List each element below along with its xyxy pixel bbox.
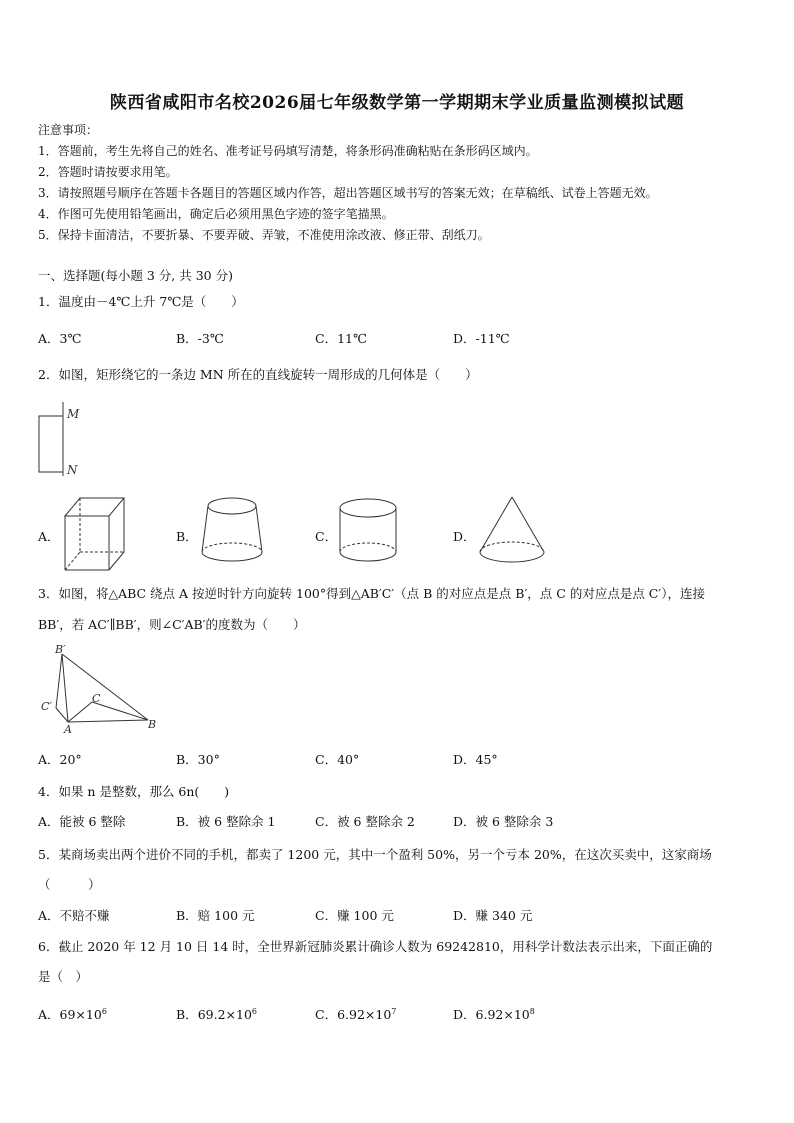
label-m: M (67, 407, 80, 421)
rectangle-mn-figure (30, 398, 90, 480)
q4-option-b[interactable]: B．被 6 整除余 1 (176, 814, 276, 829)
q2-option-a[interactable]: A． (38, 529, 60, 544)
q4-option-a[interactable]: A．能被 6 整除 (38, 814, 126, 829)
q1-option-d[interactable]: D．-11℃ (453, 331, 510, 346)
question-1-stem: 1．温度由－4℃上升 7℃是（ ） (38, 294, 244, 309)
q5-option-d[interactable]: D．赚 340 元 (453, 908, 533, 923)
notice-item: 4．作图可先使用铅笔画出，确定后必须用黑色字迹的签字笔描黑。 (38, 207, 394, 221)
option-base: 6.92×10 (337, 1007, 392, 1022)
q2-option-d[interactable]: D． (453, 529, 476, 544)
cuboid-figure (60, 494, 130, 574)
q5-option-b[interactable]: B．赔 100 元 (176, 908, 255, 923)
question-5-line-2: （ ） (38, 877, 101, 892)
label-b: B (148, 718, 157, 731)
triangle-rotation-figure (36, 640, 166, 740)
label-n: N (67, 463, 78, 477)
option-prefix: D． (453, 1007, 476, 1022)
q1-option-b[interactable]: B．-3℃ (176, 331, 224, 346)
q3-option-a[interactable]: A．20° (38, 752, 82, 767)
q6-option-b[interactable] (176, 1005, 257, 1023)
q3-option-c[interactable]: C．40° (315, 752, 360, 767)
option-exponent: 8 (529, 1006, 535, 1016)
option-base: 6.92×10 (475, 1007, 530, 1022)
option-prefix: A． (38, 1007, 60, 1022)
page-title: 陕西省咸阳市名校2026届七年级数学第一学期期末学业质量监测模拟试题 (109, 93, 685, 113)
label-c-prime: C′ (41, 700, 52, 713)
notice-heading: 注意事项： (38, 123, 99, 137)
frustum-figure (198, 494, 268, 574)
option-prefix: B． (176, 1007, 198, 1022)
option-base: 69×10 (59, 1007, 102, 1022)
label-c: C (92, 692, 101, 705)
section-heading: 一、选择题(每小题 3 分, 共 30 分) (38, 268, 233, 283)
question-6-line-2: 是（ ） (38, 969, 89, 984)
notice-item: 5．保持卡面清洁，不要折暴、不要弄破、弄皱，不准使用涂改液、修正带、刮纸刀。 (38, 228, 490, 242)
notice-item: 3．请按照题号顺序在答题卡各题目的答题区域内作答，超出答题区域书写的答案无效；在草稿纸、试卷上答题无效。 (38, 186, 658, 200)
q5-option-c[interactable]: C．赚 100 元 (315, 908, 394, 923)
q6-option-c[interactable] (315, 1005, 396, 1023)
q2-option-b[interactable]: B． (176, 529, 198, 544)
q6-option-a[interactable] (38, 1005, 107, 1023)
q4-option-d[interactable]: D．被 6 整除余 3 (453, 814, 554, 829)
option-exponent: 6 (101, 1006, 107, 1016)
q5-option-a[interactable]: A．不赔不赚 (38, 908, 110, 923)
notice-item: 1．答题前，考生先将自己的姓名、准考证号码填写清楚，将条形码准确粘贴在条形码区域内。 (38, 144, 538, 158)
option-base: 69.2×10 (197, 1007, 252, 1022)
option-exponent: 7 (391, 1006, 397, 1016)
label-a: A (64, 723, 72, 736)
notice-item: 2．答题时请按要求用笔。 (38, 165, 178, 179)
cylinder-figure (336, 494, 406, 574)
question-3-line-2: BB′，若 AC′∥BB′，则∠C′AB′的度数为（ ） (38, 617, 306, 632)
q3-option-d[interactable]: D．45° (453, 752, 498, 767)
q2-option-c[interactable]: C． (315, 529, 338, 544)
question-5-line-1: 5．某商场卖出两个进价不同的手机，都卖了 1200 元，其中一个盈利 50%，另一个亏本 20%，在这次买卖中，这家商场 (38, 847, 712, 862)
question-3-line-1: 3．如图，将△ABC 绕点 A 按逆时针方向旋转 100°得到△AB′C′（点 B 的对应点是点 B′，点 C 的对应点是点 C′），连接 (38, 586, 705, 601)
q1-option-c[interactable]: C．11℃ (315, 331, 367, 346)
q6-option-d[interactable] (453, 1005, 535, 1023)
question-4-stem: 4．如果 n 是整数，那么 6n( ) (38, 784, 230, 799)
cone-figure (474, 494, 554, 574)
q4-option-c[interactable]: C．被 6 整除余 2 (315, 814, 415, 829)
q1-option-a[interactable]: A．3℃ (38, 331, 82, 346)
option-prefix: C． (315, 1007, 338, 1022)
label-b-prime: B′ (55, 643, 66, 656)
question-6-line-1: 6．截止 2020 年 12 月 10 日 14 时，全世界新冠肺炎累计确诊人数为 69242810，用科学计数法表示出来，下面正确的 (38, 939, 713, 954)
q3-option-b[interactable]: B．30° (176, 752, 220, 767)
option-exponent: 6 (251, 1006, 257, 1016)
question-2-stem: 2．如图，矩形绕它的一条边 MN 所在的直线旋转一周形成的几何体是（ ） (38, 367, 478, 382)
